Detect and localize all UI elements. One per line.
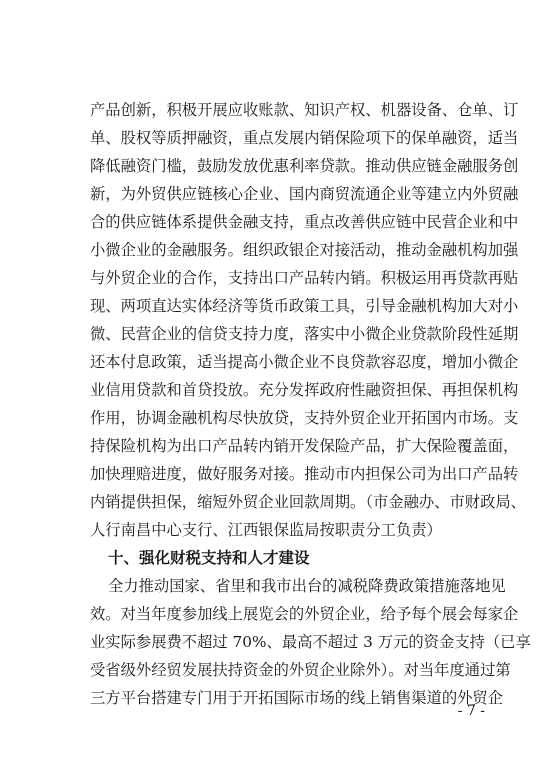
body-text-line: 内销提供担保，缩短外贸企业回款周期。（市金融办、市财政局、 — [90, 493, 526, 511]
body-text-line: 业实际参展费不超过 70%、最高不超过 3 万元的资金支持（已享 — [90, 633, 531, 651]
body-text-line: 受省级外经贸发展扶持资金的外贸企业除外）。对当年度通过第 — [90, 661, 511, 679]
body-text-line: 单、股权等质押融资，重点发展内销保险项下的保单融资，适当 — [90, 129, 519, 147]
body-text-line: 全力推动国家、省里和我市出台的减税降费政策措施落地见 — [108, 577, 506, 595]
section-heading: 十、强化财税支持和人才建设 — [108, 549, 310, 567]
body-text-line: 人行南昌中心支行、江西银保监局按职责分工负责） — [90, 521, 442, 539]
body-text-line: 加快理赔进度，做好服务对接。推动市内担保公司为出口产品转 — [90, 465, 519, 483]
body-text-line: 降低融资门槛，鼓励发放优惠利率贷款。推动供应链金融服务创 — [90, 157, 519, 175]
body-text-line: 效。对当年度参加线上展览会的外贸企业，给予每个展会每家企 — [90, 605, 519, 623]
body-text-line: 产品创新，积极开展应收账款、知识产权、机器设备、仓单、订 — [90, 101, 519, 119]
body-text-line: 三方平台搭建专门用于开拓国际市场的线上销售渠道的外贸企 — [90, 689, 504, 707]
body-text-line: 与外贸企业的合作，支持出口产品转内销。积极运用再贷款再贴 — [90, 269, 519, 287]
body-text-line: 作用，协调金融机构尽快放贷，支持外贸企业开拓国内市场。支 — [90, 409, 519, 427]
body-text-line: 持保险机构为出口产品转内销开发保险产品，扩大保险覆盖面， — [90, 437, 519, 455]
body-text-line: 合的供应链体系提供金融支持，重点改善供应链中民营企业和中 — [90, 213, 519, 231]
page-number: - 7 - — [457, 703, 485, 719]
body-text-line: 小微企业的金融服务。组织政银企对接活动，推动金融机构加强 — [90, 241, 519, 259]
body-text-line: 微、民营企业的信贷支持力度，落实中小微企业贷款阶段性延期 — [90, 325, 519, 343]
body-text-line: 现、两项直达实体经济等货币政策工具，引导金融机构加大对小 — [90, 297, 519, 315]
body-text-line: 新，为外贸供应链核心企业、国内商贸流通企业等建立内外贸融 — [90, 185, 519, 203]
body-text-line: 还本付息政策，适当提高小微企业不良贷款容忍度，增加小微企 — [90, 353, 519, 371]
body-text-line: 业信用贷款和首贷投放。充分发挥政府性融资担保、再担保机构 — [90, 381, 519, 399]
